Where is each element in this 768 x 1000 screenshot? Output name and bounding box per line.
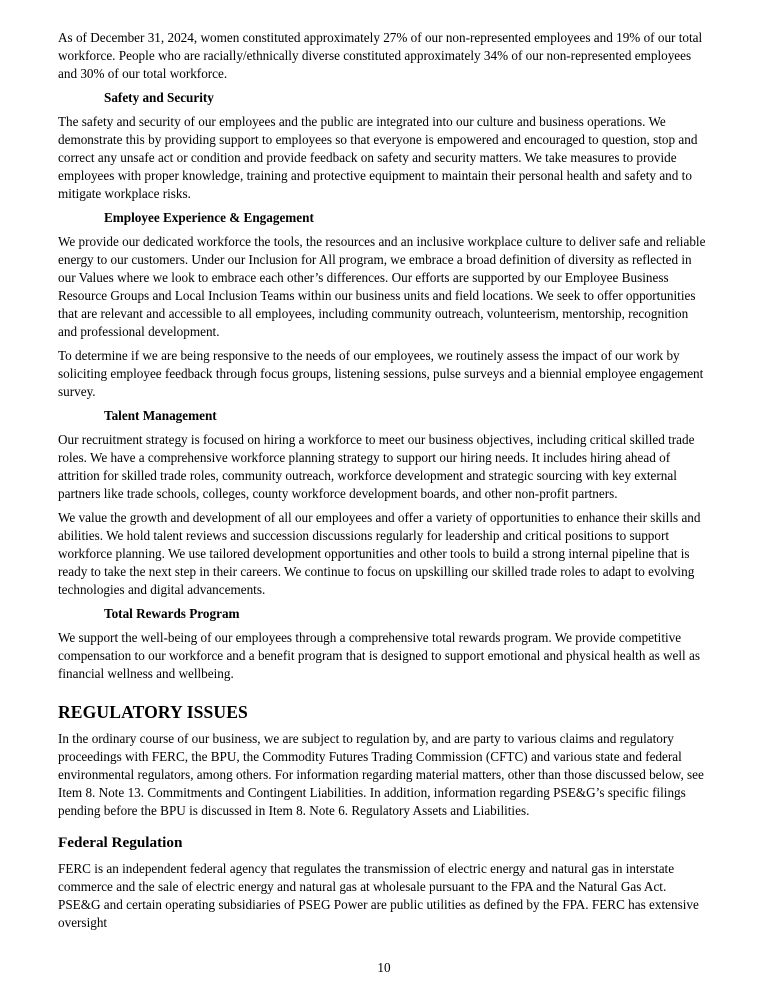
federal-regulation-heading: Federal Regulation	[58, 834, 183, 851]
talent-management-paragraph-2: We value the growth and development of all our employees and offer a variety of opportunities to enhance their skills and abilities. We hold talent reviews and succession discussions regularly for leadership and critical positions to support workforce planning. We use tailored development opportunities and other tools to build a strong internal pipeline that is ready to take the next step in their careers. We continue to focus on upskilling our skilled trade roles to adapt to evolving technologies and digital advancements.	[58, 510, 701, 597]
employee-engagement-paragraph-1: We provide our dedicated workforce the tools, the resources and an inclusive workplace culture to deliver safe and reliable energy to our customers. Under our Inclusion for All program, we embrace a broad definition of diversity as reflected in our Values where we look to embrace each other’s differences. Our efforts are supported by our Employee Business Resource Groups and Local Inclusion Teams within our business units and field locations. We seek to offer opportunities that are relevant and accessible to all employees, including community outreach, volunteerism, mentorship, recognition and professional development.	[58, 234, 706, 339]
regulatory-issues-paragraph: In the ordinary course of our business, we are subject to regulation by, and are party to various claims and regulatory proceedings with FERC, the BPU, the Commodity Futures Trading Commission (CFTC) and various state and federal environmental regulators, among others. For information regarding material matters, other than those discussed below, see Item 8. Note 13. Commitments and Contingent Liabilities. In addition, information regarding PSE&G’s specific filings pending before the BPU is discussed in Item 8. Note 6. Regulatory Assets and Liabilities.	[58, 731, 704, 818]
talent-management-heading: Talent Management	[104, 408, 217, 423]
total-rewards-paragraph: We support the well-being of our employees through a comprehensive total rewards program. We provide competitive compensation to our workforce and a benefit program that is designed to support emotional and physical health as well as financial wellness and wellbeing.	[58, 630, 700, 681]
document-page	[58, 29, 708, 938]
page-number: 10	[377, 960, 391, 975]
safety-security-paragraph: The safety and security of our employees and the public are integrated into our culture and business operations. We demonstrate this by providing support to employees so that everyone is empowered and encouraged to question, stop and correct any unsafe act or condition and provide feedback on safety and security matters. We take measures to provide employees with proper knowledge, training and protective equipment to maintain their personal health and safety and to mitigate workplace risks.	[58, 114, 698, 201]
total-rewards-heading: Total Rewards Program	[104, 606, 240, 621]
regulatory-issues-heading: REGULATORY ISSUES	[58, 702, 248, 722]
federal-regulation-paragraph: FERC is an independent federal agency that regulates the transmission of electric energy and natural gas in interstate commerce and the sale of electric energy and natural gas at wholesale pursuant to the FPA and the Natural Gas Act. PSE&G and certain operating subsidiaries of PSEG Power are public utilities as defined by the FPA. FERC has extensive oversight	[58, 861, 699, 930]
employee-engagement-heading: Employee Experience & Engagement	[104, 210, 314, 225]
workforce-diversity-paragraph: As of December 31, 2024, women constituted approximately 27% of our non-represented employees and 19% of our total workforce. People who are racially/ethnically diverse constituted approximately 34% of our non-represented employees and 30% of our total workforce.	[58, 30, 703, 81]
safety-security-heading: Safety and Security	[104, 90, 214, 105]
employee-engagement-paragraph-2: To determine if we are being responsive to the needs of our employees, we routinely assess the impact of our work by soliciting employee feedback through focus groups, listening sessions, pulse surveys and a biennial employee engagement survey.	[58, 348, 704, 399]
talent-management-paragraph-1: Our recruitment strategy is focused on hiring a workforce to meet our business objectives, including critical skilled trade roles. We have a comprehensive workforce planning strategy to support our hiring needs. It includes hiring ahead of attrition for skilled trade roles, community outreach, workforce development and strategic sourcing with key external partners like trade schools, colleges, county workforce development boards, and other non-profit partners.	[58, 432, 695, 501]
